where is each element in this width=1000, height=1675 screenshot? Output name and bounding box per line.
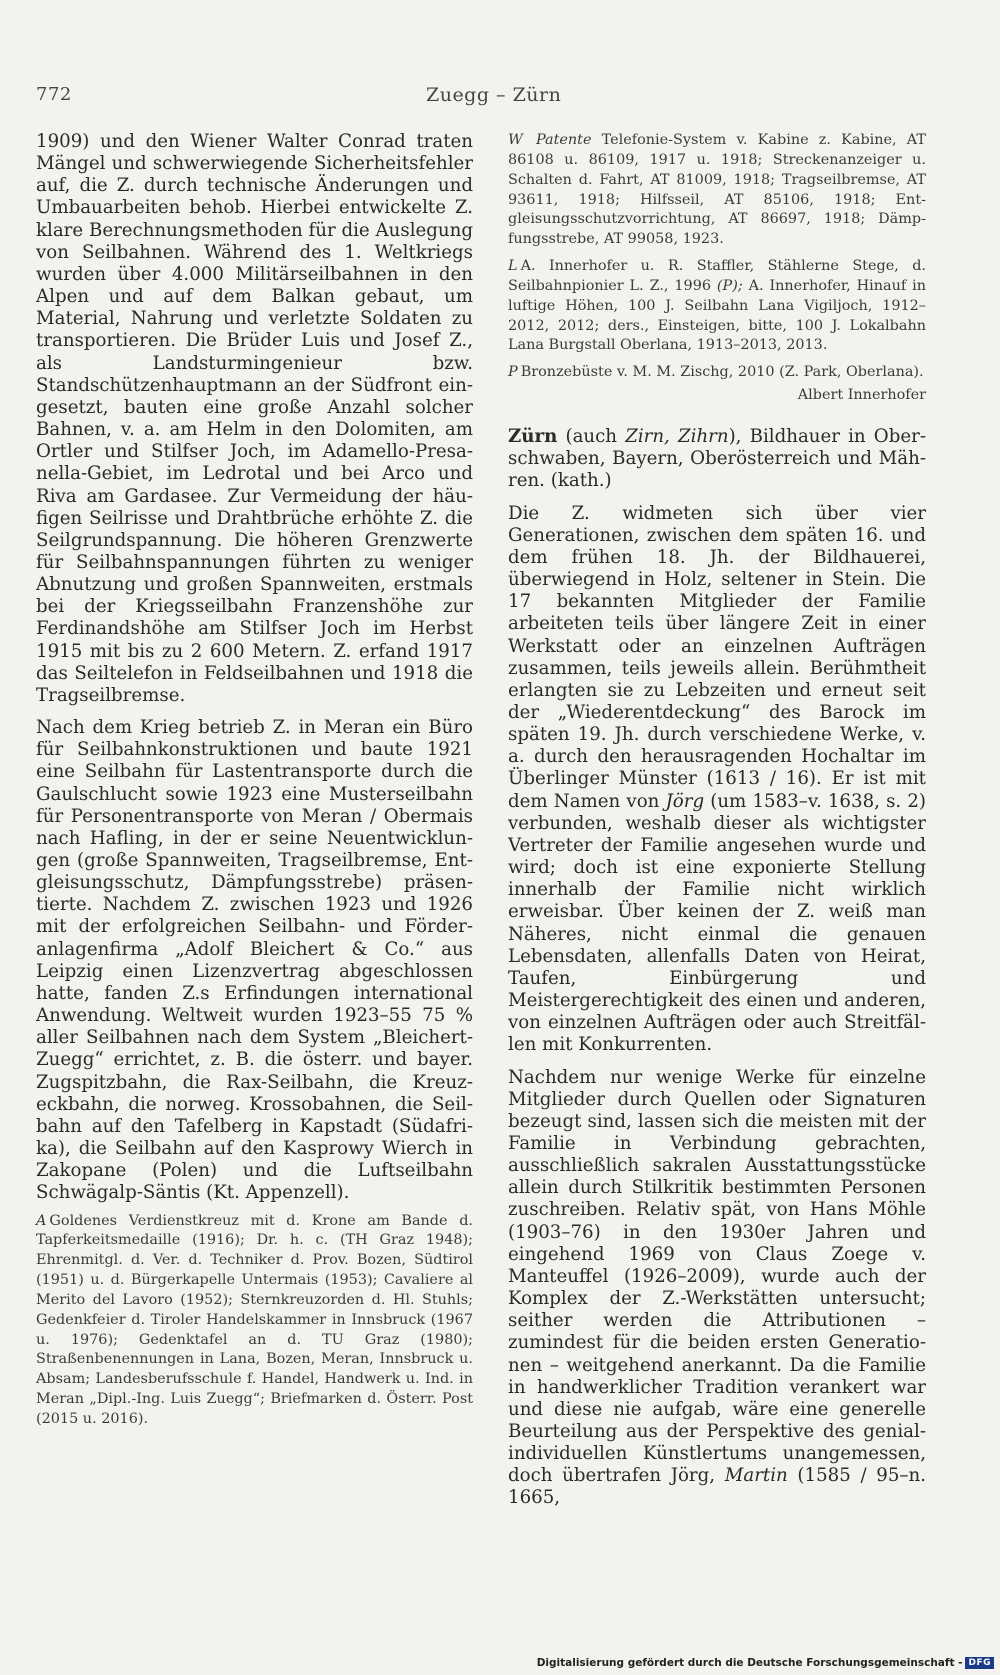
section-letter: W (508, 132, 523, 148)
right-column (508, 131, 926, 1510)
page-header (36, 84, 926, 114)
author-signature: Albert Innerhofer (797, 387, 926, 404)
literature-text: A. Innerhofer, Hinauf in luftige Höhen, 100 J. Seilbahn Lana Vigiljoch, 1912–2012, 2012; ders., Einsteigen, bitte, 100 J. Lokalbahn Lana Burgstall Oberlana, 1913–2013, 2013. (508, 277, 926, 354)
cross-ref-name: Martin (724, 1465, 788, 1487)
literature-text: A. Innerhofer u. R. Staffler, Stählerne Stege, d. Seilbahnpionier L. Z., 1996 (508, 258, 926, 294)
awards-section (36, 1212, 473, 1430)
running-head: Zuegg – Zürn (426, 84, 562, 106)
entry-name: Zürn (508, 426, 558, 448)
entry-description: ), Bildhauer in Oberschwaben, Bayern, Oberösterreich und Mähren. (kath.) (508, 426, 926, 492)
entry-heading (508, 426, 926, 492)
dfg-logo: DFG (965, 1657, 994, 1669)
entry-variants: Zirn, Zihrn (625, 426, 729, 448)
portrait-text: Bronzebüste v. M. M. Zischg, 2010 (Z. Park, Oberlana). (520, 364, 924, 381)
literature-section (508, 257, 926, 356)
body-paragraph (508, 503, 926, 1057)
section-letter: A (36, 1212, 47, 1229)
body-paragraph (508, 1067, 926, 1510)
entry-paren: (auch (565, 426, 618, 448)
portrait-section (508, 363, 926, 383)
body-text: (1585 / 95–n. 1665, (508, 1465, 926, 1509)
body-text: (um 1583–v. 1638, s. 2) verbunden, weshalb dieser als wichtigster Vertreter der Familie angesehen wurde und wird; doch ist eine exponierte Stellung innerhalb der Familie nicht wirklich erweisbar. Über keinen der Z. weiß man Näheres, nicht einmal die genauen Lebensdaten, allenfalls Daten von Heirat, Taufen, Einbürgerung und Meistergerechtigkeit des einen und anderen, von einzelnen Aufträgen oder auch Streitfällen mit Konkurrenten. (508, 790, 926, 1056)
footer-text: Digitalisierung gefördert durch die Deutsche Forschungsgemeinschaft - (536, 1657, 963, 1669)
cross-ref-name: Jörg (665, 790, 705, 812)
portrait-ref: (P); (716, 277, 743, 294)
body-paragraph: Nach dem Krieg betrieb Z. in Meran ein Büro für Seilbahnkonstruktionen und baute 1921 eine Seilbahn für Lastentransporte durch die Gaulschlucht sowie 1923 eine Musterseilbahn für Personentransporte von Meran / Obermais nach Hafling, in der er seine Neuentwicklungen (große Spannweiten, Tragseilbremse, Entgleisungsschutz, Dämpfungsstrebe) präsentierte. Nachdem Z. zwischen 1923 und 1926 mit der erfolgreichen Seilbahn- und Förderanlagenfirma „Adolf Bleichert & Co.“ aus Leipzig einen Lizenzvertrag abgeschlossen hatte, fanden Z.s Erfindungen international Anwendung. Weltweit wurden 1923–55 75 % aller Seilbahnen nach dem System „Bleichert-Zuegg“ errichtet, z. B. die österr. und bayer. Zugspitzbahn, die Rax-Seilbahn, die Kreuzeckbahn, die norweg. Krossobahnen, die Seilbahn auf den Tafelberg in Kapstadt (Südafrika), die Seilbahn auf den Kasprowy Wierch in Zakopane (Polen) und die Luftseilbahn Schwägalp-Säntis (Kt. Appenzell). (36, 717, 473, 1204)
works-text: Telefonie-System v. Kabine z. Kabine, AT 86108 u. 86109, 1917 u. 1918; Streckenanzeiger u. Schalten d. Fahrt, AT 81009, 1918; Tragseilbremse, AT 93611, 1918; Hilfsseil, AT 85106, 1918; Entgleisungsschutzvorrichtung, AT 86697, 1918; Dämpfungsstrebe, AT 99058, 1923. (508, 132, 927, 248)
section-letter: L (508, 258, 518, 275)
awards-text: Goldenes Verdienstkreuz mit d. Krone am Bande d. Tapferkeitsmedaille (1916); Dr. h. c. (TH Graz 1948); Ehrenmitgl. d. Ver. d. Techniker d. Prov. Bozen, Südtirol (1951) u. d. Bürgerkapelle Untermais (1953); Cavaliere al Merito del Lavoro (1952); Sternkreuzorden d. Hl. Stuhls; Gedenkfeier d. Tiroler Handelskammer in Innsbruck (1967 u. 1976); Gedenktafel an d. TU Graz (1980); Straßenbenennungen in Lana, Bozen, Meran, Innsbruck u. Absam; Landesberufsschule f. Handel, Handwerk u. Ind. in Meran „Dipl.-Ing. Luis Zuegg“; Briefmarken d. Österr. Post (2015 u. 2016). (36, 1212, 473, 1427)
body-text: Nachdem nur wenige Werke für einzelne Mitglieder durch Quellen oder Signaturen bezeugt sind, lassen sich die meisten mit der Familie in Verbindung gebrachten, ausschließlich sakralen Ausstattungsstücke allein durch Stilkritik bestimmten Personen zuschreiben. Relativ spät, von Hans Möhle (1903–76) in den 1930er Jahren und eingehend 1969 von Claus Zoege v. Manteuffel (1926–2009), wurde auch der Komplex der Z.-Werkstätten untersucht; seither werden die Attributionen – zumindest für die beiden ersten Generationen – weitgehend anerkannt. Da die Familie in handwerklicher Tradition verankert war und diese nie aufgab, wäre eine generelle Beurteilung aus der Perspektive des genial-individuellen Künstlertums unangemessen, doch übertrafen Jörg, (508, 1066, 926, 1487)
left-column (36, 131, 473, 1430)
page-number: 772 (36, 84, 72, 105)
works-section (508, 131, 926, 250)
section-letter: P (508, 364, 518, 381)
body-text: Die Z. widmeten sich über vier Generationen, zwischen dem späten 16. und dem frühen 18. Jh. der Bildhauerei, überwiegend in Holz, seltener in Stein. Die 17 bekannten Mitglieder der Familie arbeiteten teils über längere Zeit in einer Werkstatt oder an einzelnen Aufträgen zusammen, teils jeweils allein. Berühmtheit erlangten sie zu Lebzeiten und erneut seit der „Wiederentdeckung“ des Barock im späten 19. Jh. durch verschiedene Werke, v. a. durch den herausragenden Hochaltar im Überlinger Münster (1613 / 16). Er ist mit dem Namen von (508, 502, 926, 812)
digitization-footer (537, 1657, 994, 1669)
body-paragraph: 1909) und den Wiener Walter Conrad traten Mängel und schwerwiegende Sicherheitsfehler auf, die Z. durch technische Änderungen und Umbauarbeiten behob. Hierbei entwickelte Z. klare Berechnungsmethoden für die Auslegung von Seilbahnen. Während des 1. Weltkriegs wurden über 4.000 Militärseilbahnen in den Alpen und auf dem Balkan gebaut, um Material, Nahrung und verletzte Soldaten zu transportieren. Die Brüder Luis und Josef Z., als Landsturmingenieur bzw. Standschützenhauptmann an der Südfront eingesetzt, bauten eine große Anzahl solcher Bahnen, v. a. am Helm in den Dolomiten, am Ortler und Stilfser Joch, im Adamello-Presanella-Gebiet, im Ledrotal und bei Arco und Riva am Gardasee. Zur Vermeidung der häufigen Seilrisse und Drahtbrüche erhöhte Z. die Seilgrundspannung. Die höheren Grenzwerte für Seilbahnspannungen führten zu weniger Abnutzung und großen Spannweiten, erstmals bei der Kriegsseilbahn Franzenshöhe zur Ferdinandshöhe am Stilfser Joch im Herbst 1915 mit bis zu 2 600 Metern. Z. erfand 1917 das Seiltelefon in Feldseilbahnen und 1918 die Tragseilbremse. (36, 131, 473, 706)
works-label: Patente (535, 132, 592, 148)
